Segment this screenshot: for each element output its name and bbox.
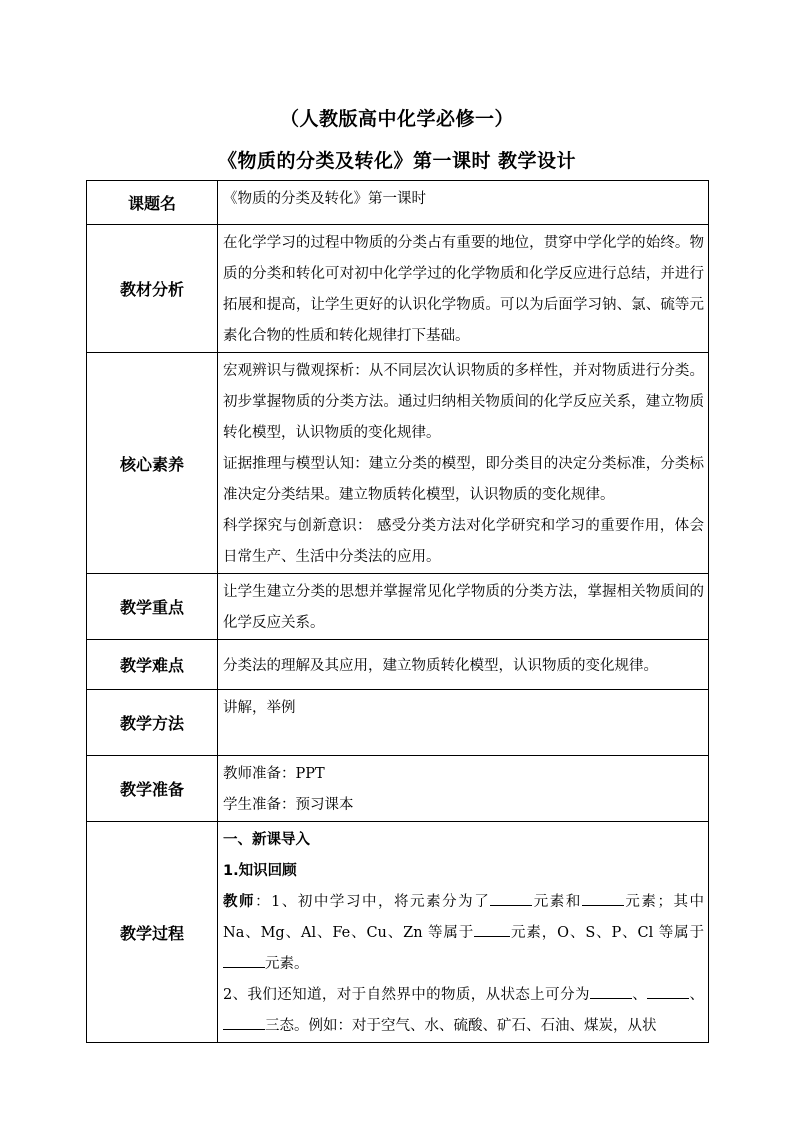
teacher-label: 教师 (223, 894, 256, 910)
q1-part-e: 元素。 (265, 956, 309, 972)
answer-blank (647, 980, 689, 999)
row-label-difficulty: 教学难点 (87, 640, 218, 690)
row-content-process (218, 822, 709, 1043)
row-label-literacy: 核心素养 (87, 353, 218, 574)
answer-blank (590, 980, 632, 999)
answer-blank (582, 887, 624, 906)
row-label-method: 教学方法 (87, 690, 218, 756)
lesson-plan-table (86, 180, 709, 1043)
table-row-method (87, 690, 709, 756)
row-content-preparation (218, 756, 709, 822)
row-label-process: 教学过程 (87, 822, 218, 1043)
row-label-analysis: 教材分析 (87, 225, 218, 353)
literacy-paragraph-3: 科学探究与创新意识： 感受分类方法对化学研究和学习的重要作用，体会日常生产、生活中分类法的应用。 (223, 518, 704, 565)
student-preparation: 学生准备：预习课本 (223, 797, 354, 813)
page-title-line1: （人教版高中化学必修一） (279, 108, 514, 130)
q2-separator-1: 、 (631, 987, 648, 1003)
row-label-topic: 课题名 (87, 181, 218, 225)
q2-separator-2: 、 (689, 987, 705, 1003)
answer-blank (490, 887, 532, 906)
table-row-analysis (87, 225, 709, 353)
q1-part-b: 元素和 (532, 894, 582, 910)
literacy-paragraph-2: 证据推理与模型认知：建立分类的模型，即分类目的决定分类标准，分类标准决定分类结果。建立物质转化模型，认识物质的变化规律。 (223, 456, 704, 503)
process-heading-review: 1.知识回顾 (223, 863, 297, 879)
table-row-topic (87, 181, 709, 225)
row-content-key-point: 让学生建立分类的思想并掌握常见化学物质的分类方法，掌握相关物质间的化学反应关系。 (218, 574, 709, 640)
table-row-literacy (87, 353, 709, 574)
row-content-method: 讲解，举例 (218, 690, 709, 756)
q1-part-a: ：1、初中学习中，将元素分为了 (255, 894, 491, 910)
answer-blank (223, 949, 265, 968)
process-question-2 (223, 980, 704, 1042)
table-row-key-point (87, 574, 709, 640)
answer-blank (223, 1011, 265, 1030)
q2-part-a: 2、我们还知道，对于自然界中的物质，从状态上可分为 (223, 987, 590, 1003)
answer-blank (474, 918, 510, 937)
q1-part-d: 元素，O、S、P、Cl 等属于 (510, 925, 705, 941)
row-content-topic: 《物质的分类及转化》第一课时 (218, 181, 709, 225)
q1-part-c: 元素；其中 Na、Mg、Al、Fe、Cu、Zn 等属于 (223, 894, 705, 941)
q2-part-b: 三态。例如：对于空气、水、硫酸、矿石、石油、煤炭，从状 (265, 1018, 657, 1034)
teacher-preparation: 教师准备：PPT (223, 766, 325, 782)
row-content-literacy (218, 353, 709, 574)
row-content-difficulty: 分类法的理解及其应用，建立物质转化模型，认识物质的变化规律。 (218, 640, 709, 690)
process-heading-intro: 一、新课导入 (223, 832, 310, 848)
table-row-preparation (87, 756, 709, 822)
literacy-paragraph-1: 宏观辨识与微观探析：从不同层次认识物质的多样性，并对物质进行分类。初步掌握物质的分类方法。通过归纳相关物质间的化学反应关系，建立物质转化模型，认识物质的变化规律。 (223, 363, 704, 441)
page-title-line2: 《物质的分类及转化》第一课时 教学设计 (217, 150, 577, 172)
process-question-1 (223, 887, 704, 980)
row-label-key-point: 教学重点 (87, 574, 218, 640)
row-label-preparation: 教学准备 (87, 756, 218, 822)
table-row-difficulty (87, 640, 709, 690)
row-content-analysis: 在化学学习的过程中物质的分类占有重要的地位，贯穿中学化学的始终。物质的分类和转化可对初中化学学过的化学物质和化学反应进行总结，并进行拓展和提高，让学生更好的认识化学物质。可以为后面学习钠、氯、硫等元素化合物的性质和转化规律打下基础。 (218, 225, 709, 353)
table-row-process (87, 822, 709, 1043)
